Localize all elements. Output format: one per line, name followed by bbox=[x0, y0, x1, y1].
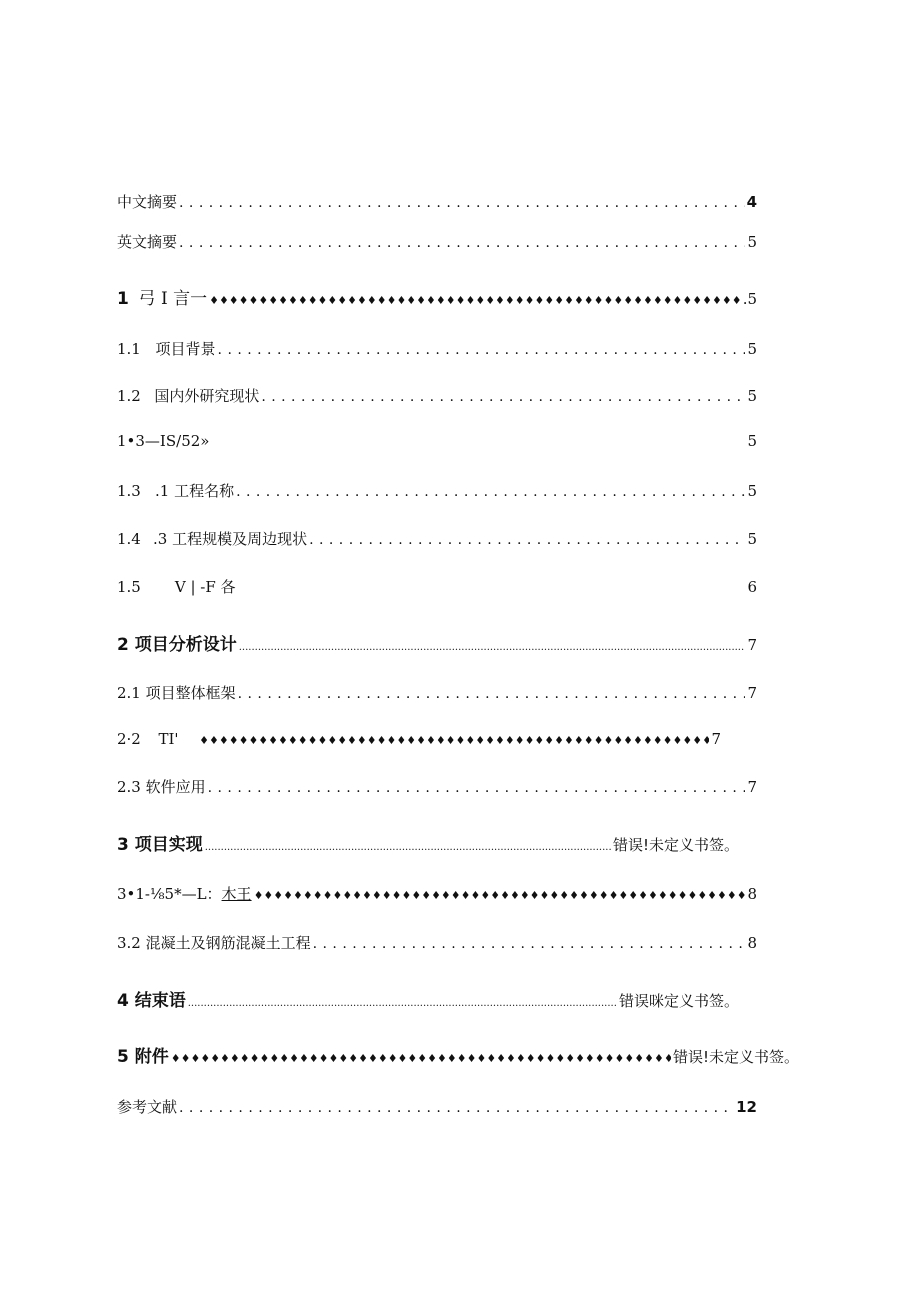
toc-leader bbox=[179, 192, 745, 211]
toc-leader bbox=[254, 884, 746, 903]
toc-page: 7 bbox=[711, 730, 721, 748]
toc-title: 4 结束语 bbox=[117, 991, 186, 1011]
toc-leader bbox=[309, 529, 745, 548]
toc-title: 3 项目实现 bbox=[117, 835, 203, 855]
toc-number: 1 bbox=[117, 289, 129, 309]
toc-title: 英文摘要 bbox=[117, 233, 178, 251]
toc-page: 7 bbox=[747, 636, 757, 654]
toc-leader bbox=[261, 386, 745, 405]
toc-leader bbox=[239, 635, 746, 654]
toc-title: 1•3—IS/52» bbox=[117, 432, 210, 450]
toc-entry-chapter-3[interactable] bbox=[117, 830, 739, 855]
toc-title: .3 工程规模及周边现状 bbox=[153, 530, 308, 548]
toc-page: 7 bbox=[747, 684, 757, 702]
toc-entry-chapter-1[interactable] bbox=[117, 284, 757, 309]
toc-entry-english-abstract[interactable] bbox=[117, 231, 757, 252]
toc-page: 5 bbox=[747, 482, 757, 500]
toc-leader bbox=[179, 1097, 734, 1116]
toc-entry-1-4[interactable] bbox=[117, 528, 757, 549]
toc-leader bbox=[236, 481, 745, 500]
toc-title: 3•1-⅛5*—L： bbox=[117, 885, 222, 903]
toc-entry-2-3[interactable] bbox=[117, 776, 757, 797]
toc-leader bbox=[313, 933, 746, 952]
toc-page: 8 bbox=[747, 934, 757, 952]
toc-entry-1-5[interactable] bbox=[117, 576, 757, 597]
toc-entry-chapter-2[interactable] bbox=[117, 630, 757, 655]
toc-page: 5 bbox=[747, 432, 757, 450]
toc-title: 国内外研究现状 bbox=[154, 387, 260, 405]
toc-leader bbox=[199, 729, 709, 748]
toc-page: .5 bbox=[742, 290, 757, 308]
toc-title-underlined: 木王 bbox=[221, 885, 252, 903]
toc-page: 错误!未定义书签。 bbox=[672, 1048, 799, 1066]
toc-title: 参考文献 bbox=[117, 1098, 178, 1116]
toc-page: 5 bbox=[747, 233, 757, 251]
toc-entry-3-2[interactable] bbox=[117, 932, 757, 953]
toc-page: 5 bbox=[747, 387, 757, 405]
toc-page: 6 bbox=[747, 578, 757, 596]
toc-entry-1-2[interactable] bbox=[117, 385, 757, 406]
toc-number: 1.2 bbox=[117, 387, 141, 405]
toc-page: 12 bbox=[736, 1098, 757, 1116]
toc-page: 7 bbox=[747, 778, 757, 796]
toc-page: 错误!未定义书签。 bbox=[612, 836, 739, 854]
toc-number: 1.3 bbox=[117, 482, 141, 500]
toc-title: 项目背景 bbox=[155, 340, 216, 358]
toc-title: 弓 I 言一 bbox=[138, 289, 208, 309]
toc-title: 2 项目分析设计 bbox=[117, 635, 237, 655]
toc-title: .1 工程名称 bbox=[155, 482, 235, 500]
toc-page: 5 bbox=[747, 340, 757, 358]
toc-page: 4 bbox=[746, 193, 757, 211]
toc-entry-chapter-4[interactable] bbox=[117, 986, 739, 1011]
toc-title: 3.2 混凝土及钢筋混凝土工程 bbox=[117, 934, 311, 952]
toc-number: 1.4 bbox=[117, 530, 141, 548]
toc-title: 中文摘要 bbox=[117, 193, 178, 211]
toc-title: 5 附件 bbox=[117, 1047, 169, 1067]
toc-page: 8 bbox=[747, 885, 757, 903]
toc-entry-references[interactable] bbox=[117, 1096, 757, 1117]
toc-title: 2.1 项目整体框架 bbox=[117, 684, 236, 702]
toc-title: V | -F 各 bbox=[174, 578, 236, 596]
toc-leader bbox=[208, 777, 746, 796]
toc-page: 5 bbox=[747, 530, 757, 548]
toc-leader bbox=[205, 835, 611, 854]
toc-entry-1-1[interactable] bbox=[117, 338, 757, 359]
toc-entry-chinese-abstract[interactable] bbox=[117, 191, 757, 212]
toc-page: 错误咪定义书签。 bbox=[618, 992, 739, 1010]
toc-number: 2·2 bbox=[117, 730, 141, 748]
toc-entry-2-1[interactable] bbox=[117, 682, 757, 703]
toc-leader bbox=[218, 339, 746, 358]
toc-entry-2-2[interactable] bbox=[117, 729, 721, 748]
toc-entry-3-1[interactable] bbox=[117, 883, 757, 904]
toc-number: 1.1 bbox=[117, 340, 141, 358]
toc-leader bbox=[238, 683, 746, 702]
toc-leader bbox=[209, 289, 741, 308]
toc-title: 2.3 软件应用 bbox=[117, 778, 206, 796]
toc-leader bbox=[171, 1047, 671, 1066]
toc-leader bbox=[188, 991, 617, 1010]
toc-entry-1-3[interactable] bbox=[117, 480, 757, 501]
toc-entry-1-3-garbled[interactable] bbox=[117, 432, 757, 450]
toc-title: TI' bbox=[158, 730, 179, 748]
toc-leader bbox=[179, 232, 745, 251]
toc-entry-chapter-5[interactable] bbox=[117, 1042, 799, 1067]
toc-number: 1.5 bbox=[117, 578, 141, 596]
